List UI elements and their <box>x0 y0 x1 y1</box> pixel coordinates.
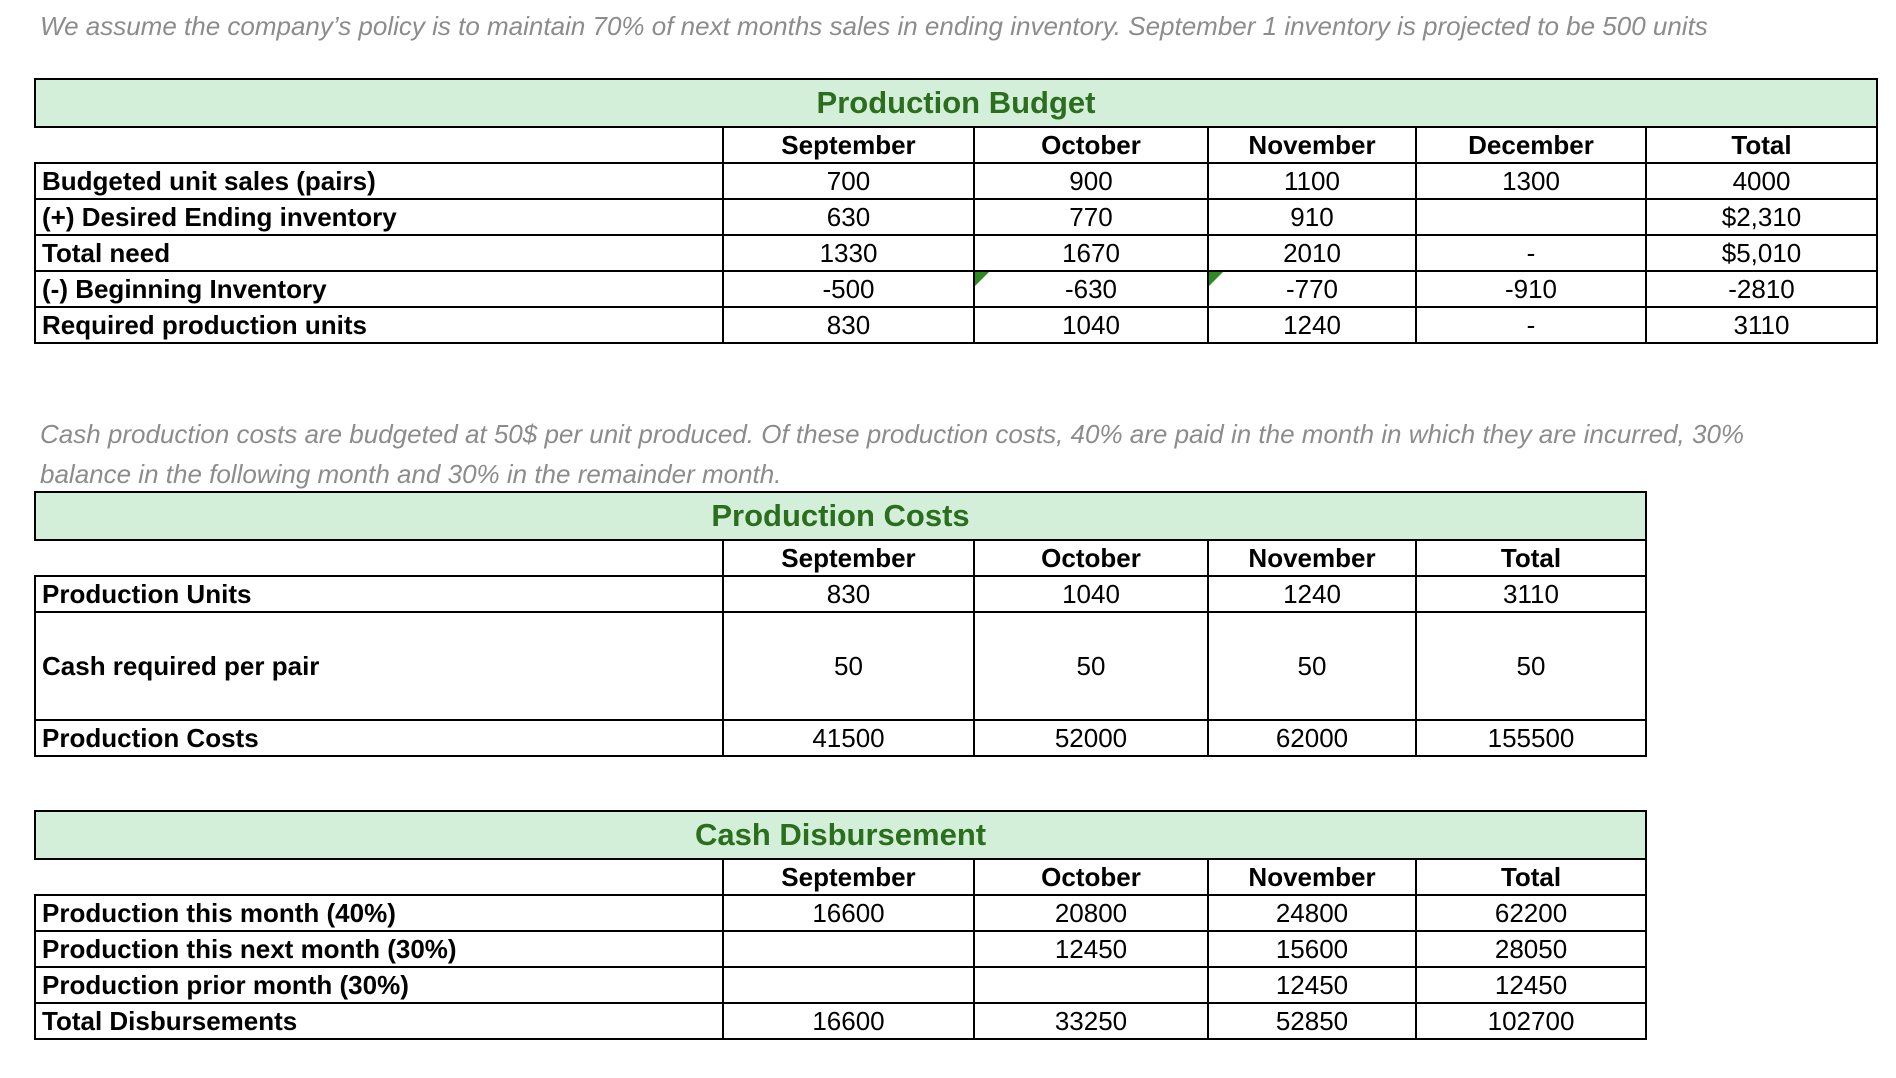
header-september: September <box>723 859 974 895</box>
cell[interactable]: 12450 <box>1416 967 1646 1003</box>
production-budget-table <box>34 78 1878 344</box>
cell-indicator-icon <box>1209 272 1223 286</box>
row-label[interactable]: Production this month (40%) <box>35 895 723 931</box>
table-row <box>35 931 1646 967</box>
header-october: October <box>974 540 1208 576</box>
policy-note: We assume the company’s policy is to maintain 70% of next months sales in ending inventory. September 1 inventory is projected to be 500 units <box>40 11 1708 41</box>
cell[interactable]: 1240 <box>1208 307 1416 343</box>
cell[interactable] <box>974 271 1208 307</box>
header-total: Total <box>1416 859 1646 895</box>
cost-note-line-2: balance in the following month and 30% in the remainder month. <box>40 459 782 489</box>
table-row <box>35 576 1646 612</box>
cell[interactable]: 700 <box>723 163 974 199</box>
row-label[interactable]: Production Units <box>35 576 723 612</box>
cell[interactable]: 3110 <box>1646 307 1877 343</box>
row-label[interactable]: Production Costs <box>35 720 723 756</box>
cell[interactable]: 50 <box>1208 612 1416 720</box>
header-spacer <box>35 859 723 895</box>
cell[interactable]: 41500 <box>723 720 974 756</box>
row-label[interactable]: Production this next month (30%) <box>35 931 723 967</box>
cell[interactable]: 16600 <box>723 895 974 931</box>
header-november: November <box>1208 859 1416 895</box>
cell[interactable]: - <box>1416 307 1646 343</box>
cell[interactable]: 1100 <box>1208 163 1416 199</box>
table-row <box>35 967 1646 1003</box>
row-label[interactable]: Required production units <box>35 307 723 343</box>
cell[interactable]: 33250 <box>974 1003 1208 1039</box>
cell[interactable]: - <box>1416 235 1646 271</box>
cell[interactable]: -500 <box>723 271 974 307</box>
header-spacer <box>35 540 723 576</box>
table-row <box>35 720 1646 756</box>
cell[interactable]: 12450 <box>1208 967 1416 1003</box>
cell[interactable]: 155500 <box>1416 720 1646 756</box>
cell[interactable]: 1670 <box>974 235 1208 271</box>
cost-note-line-1: Cash production costs are budgeted at 50$ per unit produced. Of these production costs, 40% are paid in the month in which they are incurred, 30% <box>40 419 1745 449</box>
cell[interactable]: 2010 <box>1208 235 1416 271</box>
table-row <box>35 199 1877 235</box>
cell[interactable]: 50 <box>723 612 974 720</box>
row-label[interactable]: Total Disbursements <box>35 1003 723 1039</box>
cell[interactable]: 1300 <box>1416 163 1646 199</box>
cell[interactable]: 16600 <box>723 1003 974 1039</box>
cell[interactable]: 102700 <box>1416 1003 1646 1039</box>
cell[interactable]: 1330 <box>723 235 974 271</box>
row-label[interactable]: (+) Desired Ending inventory <box>35 199 723 235</box>
cell[interactable]: 52000 <box>974 720 1208 756</box>
cell[interactable]: 50 <box>1416 612 1646 720</box>
table-row <box>35 1003 1646 1039</box>
row-label[interactable]: Cash required per pair <box>35 612 723 720</box>
cell[interactable]: 900 <box>974 163 1208 199</box>
cell[interactable]: 630 <box>723 199 974 235</box>
cell[interactable]: 50 <box>974 612 1208 720</box>
row-label[interactable]: (-) Beginning Inventory <box>35 271 723 307</box>
cell[interactable]: 770 <box>974 199 1208 235</box>
cell[interactable]: 15600 <box>1208 931 1416 967</box>
cell[interactable] <box>1208 271 1416 307</box>
cell-indicator-icon <box>975 272 989 286</box>
cell[interactable]: 24800 <box>1208 895 1416 931</box>
table-row <box>35 612 1646 720</box>
row-label[interactable]: Production prior month (30%) <box>35 967 723 1003</box>
table-row <box>35 307 1877 343</box>
header-november: November <box>1208 127 1416 163</box>
cell[interactable]: 28050 <box>1416 931 1646 967</box>
header-september: September <box>723 540 974 576</box>
production-costs-table <box>34 491 1647 757</box>
header-total: Total <box>1416 540 1646 576</box>
table-row <box>35 235 1877 271</box>
cell[interactable]: $5,010 <box>1646 235 1877 271</box>
cell[interactable]: 910 <box>1208 199 1416 235</box>
cell[interactable] <box>1416 199 1646 235</box>
cash-disbursement-title: Cash Disbursement <box>35 811 1646 859</box>
production-costs-title: Production Costs <box>35 492 1646 540</box>
row-label[interactable]: Budgeted unit sales (pairs) <box>35 163 723 199</box>
table-row <box>35 895 1646 931</box>
cell[interactable]: 4000 <box>1646 163 1877 199</box>
cell-value: -630 <box>1064 273 1118 304</box>
cell[interactable]: $2,310 <box>1646 199 1877 235</box>
cell[interactable]: -2810 <box>1646 271 1877 307</box>
table-row <box>35 163 1877 199</box>
cell[interactable]: 12450 <box>974 931 1208 967</box>
cell[interactable] <box>723 931 974 967</box>
row-label[interactable]: Total need <box>35 235 723 271</box>
table-row <box>35 271 1877 307</box>
cell[interactable]: 3110 <box>1416 576 1646 612</box>
cell[interactable]: -910 <box>1416 271 1646 307</box>
cell[interactable] <box>974 967 1208 1003</box>
production-budget-title: Production Budget <box>35 79 1877 127</box>
cash-disbursement-table <box>34 810 1647 1040</box>
header-total: Total <box>1646 127 1877 163</box>
header-october: October <box>974 859 1208 895</box>
header-october: October <box>974 127 1208 163</box>
header-november: November <box>1208 540 1416 576</box>
header-december: December <box>1416 127 1646 163</box>
cell[interactable]: 1040 <box>974 576 1208 612</box>
cell[interactable]: 62200 <box>1416 895 1646 931</box>
cell[interactable]: 20800 <box>974 895 1208 931</box>
cell[interactable]: 830 <box>723 307 974 343</box>
cell[interactable]: 1240 <box>1208 576 1416 612</box>
cell[interactable]: 830 <box>723 576 974 612</box>
header-september: September <box>723 127 974 163</box>
cell[interactable]: 1040 <box>974 307 1208 343</box>
header-spacer <box>35 127 723 163</box>
cell[interactable] <box>723 967 974 1003</box>
cell[interactable]: 52850 <box>1208 1003 1416 1039</box>
cell[interactable]: 62000 <box>1208 720 1416 756</box>
cell-value: -770 <box>1285 273 1339 304</box>
